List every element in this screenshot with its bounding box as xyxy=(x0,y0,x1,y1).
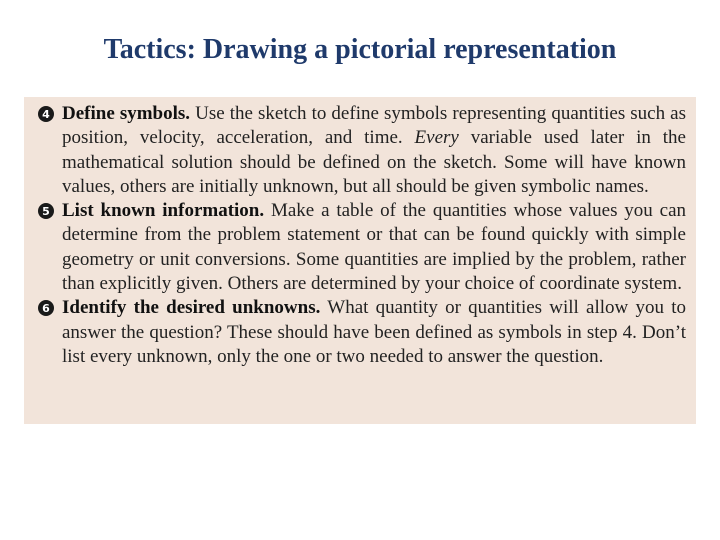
step-number-badge: 5 xyxy=(38,203,54,219)
step-6 xyxy=(38,296,686,369)
step-4 xyxy=(38,102,686,199)
page-title: Tactics: Drawing a pictorial representation xyxy=(103,34,617,65)
tactics-box xyxy=(24,97,696,424)
step-body: variable used later in the mathematical solution should be defined on the sketch. Some will have known values, others are initially unknown, but all should be given symbolic names. xyxy=(62,127,686,197)
step-heading: List known information. xyxy=(62,200,265,222)
step-text xyxy=(62,199,686,296)
step-5 xyxy=(38,199,686,296)
step-body: What quantity or quantities will allow you to answer the question? These should have been defined as symbols in step 4. Don’t list every unknown, only the one or two needed to answer the question. xyxy=(62,297,687,367)
step-body: Use the sketch to define symbols representing quantities such as position, velocity, acceleration, and time. xyxy=(62,103,686,149)
step-heading: Identify the desired unknowns. xyxy=(62,297,321,319)
step-number-badge: 4 xyxy=(38,106,54,122)
steps-list xyxy=(38,102,686,369)
step-text xyxy=(62,102,686,199)
step-heading: Define symbols. xyxy=(62,103,191,124)
step-emphasis: Every xyxy=(414,127,459,149)
step-body: Make a table of the quantities whose values you can determine from the problem statement or that can be found quickly with simple geometry or unit conversions. Some quantities are implied by the problem, rather than explicitly given. Others are determined by your choice of coordinate system. xyxy=(62,200,686,295)
step-number-badge: 6 xyxy=(38,300,54,316)
step-text xyxy=(62,296,686,369)
